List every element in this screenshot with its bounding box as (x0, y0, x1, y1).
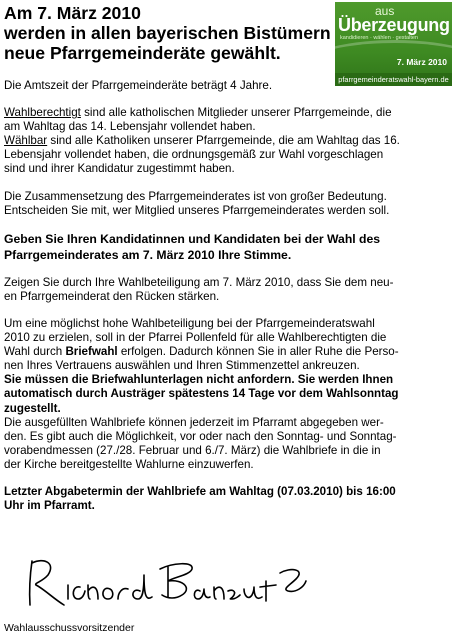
term-briefwahl: Briefwahl (65, 345, 118, 359)
signature (22, 555, 312, 615)
para-postal-vote: Um eine möglichst hohe Wahlbeteiligung bei der Pfarrgemeinderatswahl 2010 zu erzielen, soll in der Pfarrei Pollenfeld für alle Wahlberechtigten die Wahl durch Briefwahl erfolgen. Dadurch können Sie in aller Ruhe die Perso- nen Ihres Vertrauens auswählen und Ihren Stimmenzettel ankreuzen. Sie müssen die Briefwahlunterlagen nicht anfordern. Sie werden Ihnen automatisch durch Austräger spätestens 14 Tage vor dem Wahlsonntag zugestellt. Die ausgefüllten Wahlbriefe können jederzeit im Pfarramt abgegeben wer- den. Es gibt auch die Möglichkeit, vor oder nach den Sonntag- und Sonntag- vorabendmessen (27./28. Februar und 6./7. März) die Wahlbriefe in die in der Kirche bereitgestellte Wahlurne einzuwerfen. (4, 316, 399, 471)
logo-tagline: kandidieren · wählen · gestalten (340, 35, 418, 41)
logo-date: 7. März 2010 (396, 57, 447, 67)
headline-line: werden in allen bayerischen Bistümern (4, 23, 331, 43)
term-waehlbar: Wählbar (4, 134, 48, 148)
para-vote-appeal: Geben Sie Ihren Kandidatinnen und Kandidaten bei der Wahl des Pfarrgemeinderates am 7. März 2010 Ihre Stimme. (4, 231, 381, 262)
para-participation: Zeigen Sie durch Ihre Wahlbeteiligung am 7. März 2010, dass Sie dem neu- en Pfarrgemeinderat den Rücken stärken. (4, 275, 394, 303)
para-importance: Die Zusammensetzung des Pfarrgemeinderates ist von großer Bedeutung. Entscheiden Sie mit, wer Mitglied unseres Pfarrgemeinderates werden soll. (4, 189, 390, 217)
logo-url: pfarrgemeinderatswahl-bayern.de (335, 73, 452, 86)
logo-line1: aus (375, 4, 395, 18)
signature-caption: Wahlausschussvorsitzender (4, 622, 135, 634)
headline (4, 3, 334, 63)
headline-line: neue Pfarrgemeinderäte gewählt. (4, 43, 281, 63)
body-text (4, 79, 448, 513)
para-term: Die Amtszeit der Pfarrgemeinderäte beträgt 4 Jahre. (4, 79, 273, 92)
campaign-logo (335, 2, 452, 86)
logo-line2: Überzeugung (338, 15, 450, 35)
para-deadline: Letzter Abgabetermin der Wahlbriefe am Wahltag (07.03.2010) bis 16:00 Uhr im Pfarramt. (4, 484, 396, 513)
headline-line: Am 7. März 2010 (4, 3, 141, 23)
para-eligibility: Wahlberechtigt sind alle katholischen Mitglieder unserer Pfarrgemeinde, die am Wahltag das 14. Lebensjahr vollendet haben. Wählbar sind alle Katholiken unserer Pfarrgemeinde, die am Wahltag das 16. Lebensjahr vollendet haben, die ordnungsgemäß zur Wahl vorgeschlagen sind und ihrer Kandidatur zugestimmt haben. (4, 106, 400, 176)
term-wahlberechtigt: Wahlberechtigt (4, 106, 81, 120)
